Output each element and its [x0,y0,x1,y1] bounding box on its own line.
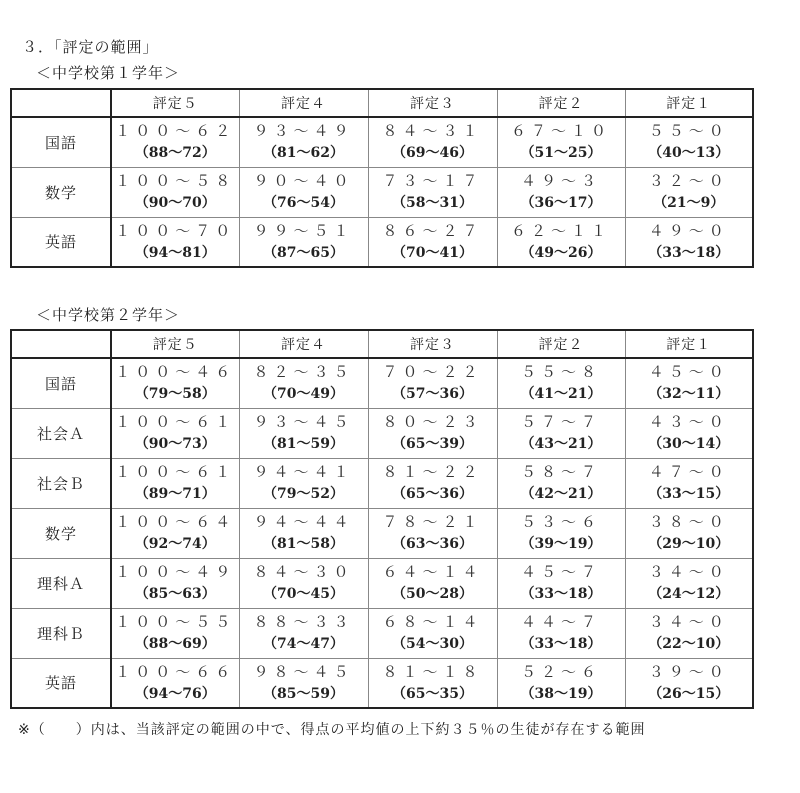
score-range: ５３～６ [520,513,601,531]
avg-range: （50～28） [392,586,473,602]
score-cell [368,167,497,217]
avg-range: （94～81） [134,244,216,261]
score-cell [497,508,625,558]
score-range: １００～４９ [115,563,236,581]
score-range: ８２～３５ [253,363,354,382]
score-cell [625,117,753,167]
score-cell [111,558,239,608]
avg-range: （70～45） [263,586,344,602]
score-range: ５５～０ [648,122,729,141]
score-cell [239,458,368,508]
score-range: ９９～５１ [253,221,354,240]
avg-range: （57～36） [392,386,473,403]
avg-range: （90～73） [134,436,216,452]
table-row [11,608,753,658]
header-grade4: 評定４ [239,89,368,117]
score-range: ９８～４５ [253,662,354,681]
avg-range: （90～70） [134,195,216,211]
avg-range: （21～9） [653,195,725,211]
score-cell [368,358,497,408]
score-cell [497,217,625,267]
avg-range: （70～49） [263,386,344,403]
avg-range: （65～39） [392,436,473,452]
score-range: ３４～０ [648,563,729,581]
header-grade3: 評定３ [368,89,497,117]
table-row [11,458,753,508]
score-cell [497,558,625,608]
score-range: ９３～４５ [253,413,354,431]
score-range: １００～５８ [115,172,236,190]
score-range: ８１～１８ [382,662,483,681]
score-cell [625,658,753,708]
score-range: ９４～４４ [253,513,354,531]
score-cell [497,658,625,708]
header-grade2: 評定２ [497,89,625,117]
score-cell [111,408,239,458]
avg-range: （41～21） [520,386,602,403]
avg-range: （30～14） [648,436,730,452]
avg-range: （70～41） [392,244,473,261]
score-cell [239,558,368,608]
avg-range: （40～13） [648,145,730,162]
score-range: ４９～３ [520,172,601,190]
score-range: １００～７０ [115,221,236,240]
avg-range: （69～46） [392,145,473,162]
table-row [11,358,753,408]
avg-range: （74～47） [263,636,344,652]
score-range: ８１～２２ [382,463,483,481]
header-grade5: 評定５ [111,89,239,117]
score-cell [111,458,239,508]
avg-range: （24～12） [648,586,730,602]
avg-range: （51～25） [520,145,602,162]
score-range: ８４～３０ [253,563,354,581]
score-cell [625,508,753,558]
score-cell [625,408,753,458]
avg-range: （58～31） [392,195,473,211]
avg-range: （39～19） [520,536,602,552]
score-range: ６２～１１ [510,221,611,240]
header-grade1: 評定１ [625,330,753,358]
header-grade1: 評定１ [625,89,753,117]
score-range: ４５～７ [520,563,601,581]
score-range: ５８～７ [520,463,601,481]
score-range: ３９～０ [648,662,729,681]
avg-range: （94～76） [134,685,216,702]
score-cell [368,558,497,608]
score-cell [368,608,497,658]
score-range: ６８～１４ [382,613,483,631]
avg-range: （42～21） [520,486,602,502]
corner-cell [11,89,111,117]
score-cell [239,608,368,658]
score-range: １００～６１ [115,463,236,481]
score-range: ７３～１７ [382,172,483,190]
header-grade4: 評定４ [239,330,368,358]
subject-cell: 英語 [11,217,111,267]
score-cell [368,117,497,167]
score-cell [497,608,625,658]
score-range: ４５～０ [648,363,729,382]
score-range: ３４～０ [648,613,729,631]
score-cell [625,167,753,217]
score-range: １００～５５ [115,613,236,631]
score-range: ４７～０ [648,463,729,481]
score-range: ５５～８ [520,363,601,382]
table-row [11,408,753,458]
avg-range: （33～15） [648,486,730,502]
score-range: ４９～０ [648,221,729,240]
table-row [11,167,753,217]
score-cell [111,358,239,408]
corner-cell [11,330,111,358]
score-range: ６４～１４ [382,563,483,581]
score-cell [239,117,368,167]
score-range: １００～４６ [115,363,236,382]
avg-range: （81～62） [263,145,344,162]
table-row [11,508,753,558]
footnote: ※（ ）内は、当該評定の範囲の中で、得点の平均値の上下約３５％の生徒が存在する範囲 [18,722,646,738]
score-cell [111,658,239,708]
avg-range: （87～65） [263,244,344,261]
score-range: ９０～４０ [253,172,354,190]
score-cell [497,358,625,408]
avg-range: （79～58） [134,386,216,403]
avg-range: （89～71） [134,486,216,502]
avg-range: （65～35） [392,685,473,702]
avg-range: （85～63） [134,586,216,602]
subject-cell: 理科Ｂ [11,608,111,658]
subject-cell: 国語 [11,117,111,167]
avg-range: （33～18） [648,244,730,261]
score-cell [368,658,497,708]
avg-range: （85～59） [263,685,344,702]
score-cell [239,658,368,708]
table-row [11,117,753,167]
score-range: １００～６４ [115,513,236,531]
avg-range: （81～58） [263,536,344,552]
avg-range: （33～18） [520,636,602,652]
avg-range: （88～69） [134,636,216,652]
score-cell [368,458,497,508]
avg-range: （63～36） [392,536,473,552]
score-cell [368,217,497,267]
score-cell [111,608,239,658]
score-cell [239,408,368,458]
header-grade2: 評定２ [497,330,625,358]
score-cell [111,167,239,217]
header-row [11,89,753,117]
score-cell [239,358,368,408]
table-row [11,217,753,267]
avg-range: （88～72） [134,145,216,162]
score-range: ７８～２１ [382,513,483,531]
avg-range: （43～21） [520,436,602,452]
avg-range: （32～11） [648,386,730,403]
score-cell [368,508,497,558]
subject-cell: 英語 [11,658,111,708]
score-cell [497,117,625,167]
score-range: ９３～４９ [253,122,354,141]
score-cell [368,408,497,458]
avg-range: （36～17） [520,195,602,211]
score-cell [497,167,625,217]
score-cell [625,608,753,658]
subject-cell: 数学 [11,167,111,217]
score-range: ３８～０ [648,513,729,531]
avg-range: （33～18） [520,586,602,602]
score-range: ３２～０ [648,172,729,190]
score-range: ６７～１０ [510,122,611,141]
score-range: ７０～２２ [382,363,483,382]
score-range: １００～６６ [115,662,236,681]
score-range: ５２～６ [520,662,601,681]
score-cell [625,558,753,608]
score-cell [111,117,239,167]
score-cell [497,408,625,458]
score-cell [239,508,368,558]
grade2-table [10,329,754,709]
avg-range: （38～19） [520,685,602,702]
score-range: ８６～２７ [382,221,483,240]
grade1-table [10,88,754,268]
subject-cell: 社会Ｂ [11,458,111,508]
score-cell [497,458,625,508]
avg-range: （65～36） [392,486,473,502]
avg-range: （92～74） [134,536,216,552]
subject-cell: 社会Ａ [11,408,111,458]
avg-range: （22～10） [648,636,730,652]
avg-range: （49～26） [520,244,602,261]
header-row [11,330,753,358]
avg-range: （54～30） [392,636,473,652]
score-cell [625,217,753,267]
avg-range: （29～10） [648,536,730,552]
score-range: １００～６１ [115,413,236,431]
subject-cell: 理科Ａ [11,558,111,608]
score-range: ８０～２３ [382,413,483,431]
avg-range: （26～15） [648,685,730,702]
score-range: ８４～３１ [382,122,483,141]
score-cell [625,358,753,408]
score-range: １００～６２ [115,122,236,141]
score-cell [111,508,239,558]
score-cell [111,217,239,267]
score-range: ４３～０ [648,413,729,431]
score-range: ４４～７ [520,613,601,631]
header-grade5: 評定５ [111,330,239,358]
score-cell [239,167,368,217]
section-title: ３．「評定の範囲」 [22,38,159,56]
subject-cell: 数学 [11,508,111,558]
grade2-title: ＜中学校第２学年＞ [36,306,181,324]
table-row [11,558,753,608]
avg-range: （81～59） [263,436,344,452]
score-range: ９４～４１ [253,463,354,481]
avg-range: （79～52） [263,486,344,502]
subject-cell: 国語 [11,358,111,408]
score-range: ８８～３３ [253,613,354,631]
table-row [11,658,753,708]
score-cell [625,458,753,508]
avg-range: （76～54） [263,195,344,211]
score-cell [239,217,368,267]
header-grade3: 評定３ [368,330,497,358]
grade1-title: ＜中学校第１学年＞ [36,64,181,82]
score-range: ５７～７ [520,413,601,431]
